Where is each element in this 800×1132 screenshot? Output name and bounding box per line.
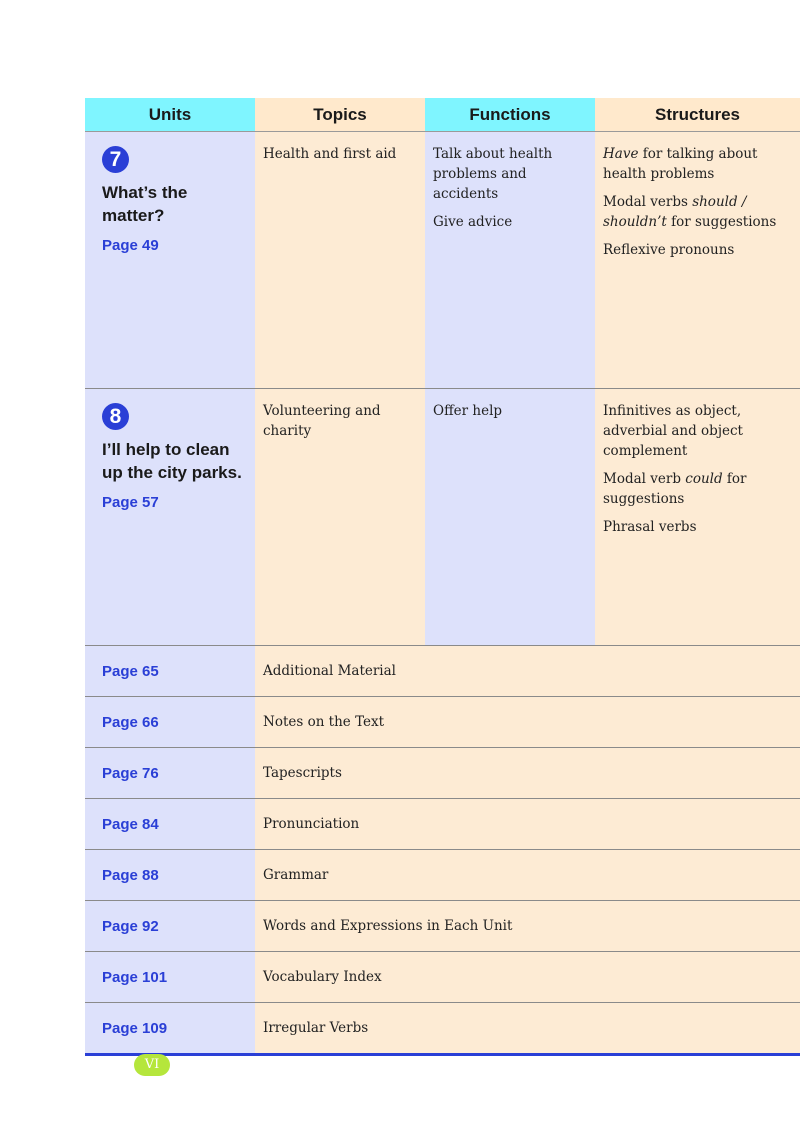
structure-text: Modal verb bbox=[603, 471, 686, 487]
appendix-label: Additional Material bbox=[255, 646, 800, 697]
appendix-row-notes bbox=[85, 697, 800, 748]
unit-7-function-1: Talk about health problems and accidents bbox=[433, 146, 553, 202]
unit-8-structure-2 bbox=[603, 469, 792, 509]
appendix-row-pronunciation bbox=[85, 799, 800, 850]
unit-7-number-badge: 7 bbox=[102, 146, 129, 173]
unit-8-title: I’ll help to clean up the city parks. bbox=[102, 440, 242, 482]
appendix-row-words-expressions bbox=[85, 901, 800, 952]
unit-7-topics bbox=[255, 132, 425, 389]
header-units: Units bbox=[85, 98, 255, 132]
unit-7-title: What’s the matter? bbox=[102, 183, 188, 225]
structure-italic-term: Have bbox=[603, 146, 639, 162]
unit-7-structures bbox=[595, 132, 800, 389]
contents-table bbox=[85, 98, 800, 1056]
structure-text: for talking about health problems bbox=[603, 146, 758, 182]
unit-7-structure-3: Reflexive pronouns bbox=[603, 242, 735, 258]
unit-7-structure-1 bbox=[603, 144, 792, 184]
unit-7-functions bbox=[425, 132, 595, 389]
appendix-label: Grammar bbox=[255, 850, 800, 901]
header-functions: Functions bbox=[425, 98, 595, 132]
unit-8-structure-1: Infinitives as object, adverbial and object complement bbox=[603, 403, 743, 459]
appendix-page: Page 88 bbox=[85, 850, 255, 901]
unit-7-function-2: Give advice bbox=[433, 214, 513, 230]
structure-text: Modal verbs bbox=[603, 194, 693, 210]
appendix-label: Tapescripts bbox=[255, 748, 800, 799]
header-row bbox=[85, 98, 800, 132]
header-structures: Structures bbox=[595, 98, 800, 132]
unit-8-topics bbox=[255, 389, 425, 646]
appendix-label: Vocabulary Index bbox=[255, 952, 800, 1003]
unit-8-topic: Volunteering and charity bbox=[263, 403, 381, 439]
appendix-page: Page 101 bbox=[85, 952, 255, 1003]
unit-8-row bbox=[85, 389, 800, 646]
unit-7-structure-2 bbox=[603, 192, 792, 232]
structure-text: for suggestions bbox=[603, 471, 747, 507]
appendix-row-tapescripts bbox=[85, 748, 800, 799]
page-number-badge: VI bbox=[134, 1054, 170, 1076]
structure-italic-term: could bbox=[685, 471, 723, 487]
unit-7-row bbox=[85, 132, 800, 389]
appendix-page: Page 65 bbox=[85, 646, 255, 697]
appendix-label: Irregular Verbs bbox=[255, 1003, 800, 1055]
appendix-page: Page 109 bbox=[85, 1003, 255, 1055]
unit-7-page: Page 49 bbox=[102, 237, 159, 254]
appendix-row-grammar bbox=[85, 850, 800, 901]
appendix-label: Words and Expressions in Each Unit bbox=[255, 901, 800, 952]
structure-italic-term: should / shouldn’t bbox=[603, 194, 747, 230]
appendix-page: Page 66 bbox=[85, 697, 255, 748]
appendix-row-irregular-verbs bbox=[85, 1003, 800, 1055]
unit-8-function-1: Offer help bbox=[433, 403, 503, 419]
appendix-label: Pronunciation bbox=[255, 799, 800, 850]
unit-8-cell bbox=[85, 389, 255, 646]
unit-7-topic: Health and first aid bbox=[263, 146, 397, 162]
appendix-page: Page 76 bbox=[85, 748, 255, 799]
unit-8-number-badge: 8 bbox=[102, 403, 129, 430]
unit-8-page: Page 57 bbox=[102, 494, 159, 511]
unit-8-structure-3: Phrasal verbs bbox=[603, 519, 697, 535]
unit-8-structures bbox=[595, 389, 800, 646]
appendix-row-vocabulary-index bbox=[85, 952, 800, 1003]
unit-8-functions bbox=[425, 389, 595, 646]
unit-7-cell bbox=[85, 132, 255, 389]
header-topics: Topics bbox=[255, 98, 425, 132]
appendix-page: Page 92 bbox=[85, 901, 255, 952]
appendix-row-additional-material bbox=[85, 646, 800, 697]
appendix-label: Notes on the Text bbox=[255, 697, 800, 748]
structure-text: for suggestions bbox=[666, 214, 777, 230]
appendix-page: Page 84 bbox=[85, 799, 255, 850]
